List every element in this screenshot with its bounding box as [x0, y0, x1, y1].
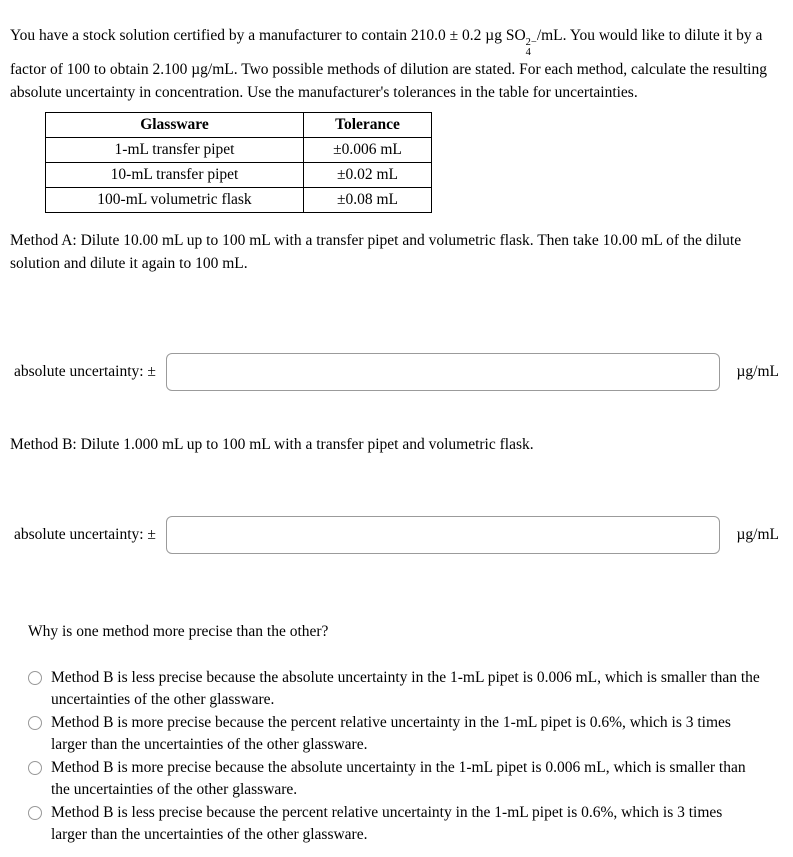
radio-button-option-3[interactable] — [28, 761, 42, 775]
precision-question-prompt: Why is one method more precise than the other? — [28, 623, 329, 640]
table-header-glassware: Glassware — [46, 113, 304, 138]
table-header-row — [46, 113, 432, 138]
option-1-label: Method B is less precise because the absolute uncertainty in the 1-mL pipet is 0.006 mL, which is smaller than the uncertainties of the other glassware. — [51, 669, 760, 708]
method-b-unit-label: µg/mL — [736, 526, 779, 543]
table-row — [46, 188, 432, 213]
option-3-label: Method B is more precise because the absolute uncertainty in the 1-mL pipet is 0.006 mL, which is smaller than the uncertainties of the other glassware. — [51, 759, 746, 798]
problem-statement-part1: You have a stock solution certified by a manufacturer to contain 210.0 ± 0.2 µg SO — [10, 27, 526, 44]
glassware-cell: 1-mL transfer pipet — [46, 138, 304, 163]
method-a-answer-label: absolute uncertainty: ± — [14, 363, 156, 380]
answer-options-group — [28, 667, 783, 846]
method-a-description: Method A: Dilute 10.00 mL up to 100 mL with a transfer pipet and volumetric flask. Then take 10.00 mL of the dilute solution and dilute it again to 100 mL. — [10, 232, 742, 272]
method-b-answer-row — [14, 516, 779, 554]
table-row — [46, 163, 432, 188]
tolerance-cell: ±0.08 mL — [304, 188, 432, 213]
answer-option-2[interactable] — [28, 712, 783, 756]
tolerance-table — [45, 112, 432, 213]
glassware-cell: 100-mL volumetric flask — [46, 188, 304, 213]
method-a-uncertainty-input[interactable] — [166, 353, 721, 391]
radio-button-option-4[interactable] — [28, 806, 42, 820]
problem-statement-part2: /mL. You would like to dilute it by a factor of 100 to obtain 2.100 µg/mL. Two possible methods of dilution are stated. For each method, calculate the resulting absolute uncertainty in concentration. Use the manufacturer's tolerances in the table for uncertainties. — [10, 27, 767, 101]
tolerance-cell: ±0.006 mL — [304, 138, 432, 163]
formula-superscript: 2− — [525, 37, 537, 48]
problem-statement — [10, 24, 783, 104]
radio-button-option-2[interactable] — [28, 716, 42, 730]
table-row — [46, 138, 432, 163]
table-header-tolerance: Tolerance — [304, 113, 432, 138]
answer-option-4[interactable] — [28, 802, 783, 846]
method-b-answer-label: absolute uncertainty: ± — [14, 526, 156, 543]
method-b-uncertainty-input[interactable] — [166, 516, 721, 554]
glassware-cell: 10-mL transfer pipet — [46, 163, 304, 188]
radio-button-option-1[interactable] — [28, 671, 42, 685]
method-a-answer-row — [14, 353, 779, 391]
formula-subscript: 4 — [525, 47, 531, 58]
method-a-unit-label: µg/mL — [736, 363, 779, 380]
option-2-label: Method B is more precise because the percent relative uncertainty in the 1-mL pipet is 0.6%, which is 3 times larger than the uncertainties of the other glassware. — [51, 714, 731, 753]
method-b-description: Method B: Dilute 1.000 mL up to 100 mL with a transfer pipet and volumetric flask. — [10, 436, 534, 453]
answer-option-3[interactable] — [28, 757, 783, 801]
chemical-formula-sulfate — [526, 38, 537, 58]
tolerance-cell: ±0.02 mL — [304, 163, 432, 188]
answer-option-1[interactable] — [28, 667, 783, 711]
option-4-label: Method B is less precise because the percent relative uncertainty in the 1-mL pipet is 0.6%, which is 3 times larger than the uncertainties of the other glassware. — [51, 804, 723, 843]
